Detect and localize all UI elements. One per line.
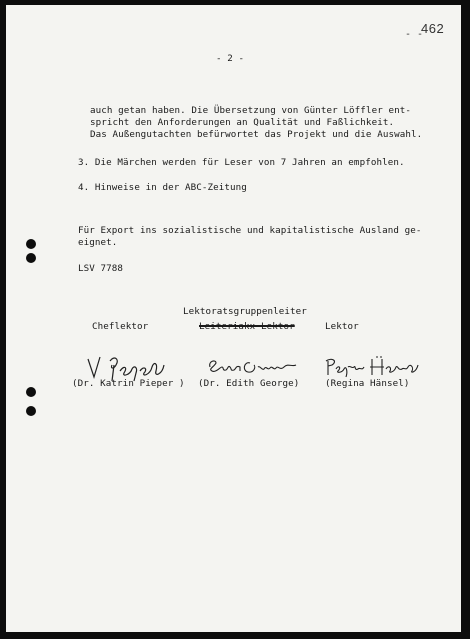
document-page (6, 5, 461, 632)
corner-mark: - - (405, 29, 424, 40)
archive-page-number: 462 (421, 21, 445, 36)
lsv-number: LSV 7788 (78, 263, 124, 274)
name-pieper: (Dr. Katrin Pieper ) (72, 378, 185, 389)
paragraph-line-2: spricht den Anforderungen an Qualität und Faßlichkeit. (90, 117, 395, 128)
punch-hole (26, 406, 36, 416)
signature-haensel (324, 355, 420, 379)
punch-hole (26, 253, 36, 263)
punch-hole (26, 387, 36, 397)
lektor-label: Lektor (325, 321, 359, 332)
export-line-2: eignet. (78, 237, 118, 248)
name-george: (Dr. Edith George) (198, 378, 300, 389)
cheflektor-label: Cheflektor (92, 321, 149, 332)
paragraph-line-3: Das Außengutachten befürwortet das Projekt und die Auswahl. (90, 129, 423, 140)
name-haensel: (Regina Hänsel) (325, 378, 410, 389)
struck-lektor-label: Leiteriakx Lektor (199, 321, 295, 332)
item-4: 4. Hinweise in der ABC-Zeitung (78, 182, 247, 193)
group-head-title: Lektoratsgruppenleiter (183, 306, 307, 317)
signature-george (206, 355, 298, 377)
page-marker: - 2 - (216, 53, 245, 64)
export-line-1: Für Export ins sozialistische und kapitalistische Ausland ge- (78, 225, 422, 236)
item-3: 3. Die Märchen werden für Leser von 7 Jahren an empfohlen. (78, 157, 405, 168)
paragraph-line-1: auch getan haben. Die Übersetzung von Günter Löffler ent- (90, 105, 411, 116)
punch-hole (26, 239, 36, 249)
